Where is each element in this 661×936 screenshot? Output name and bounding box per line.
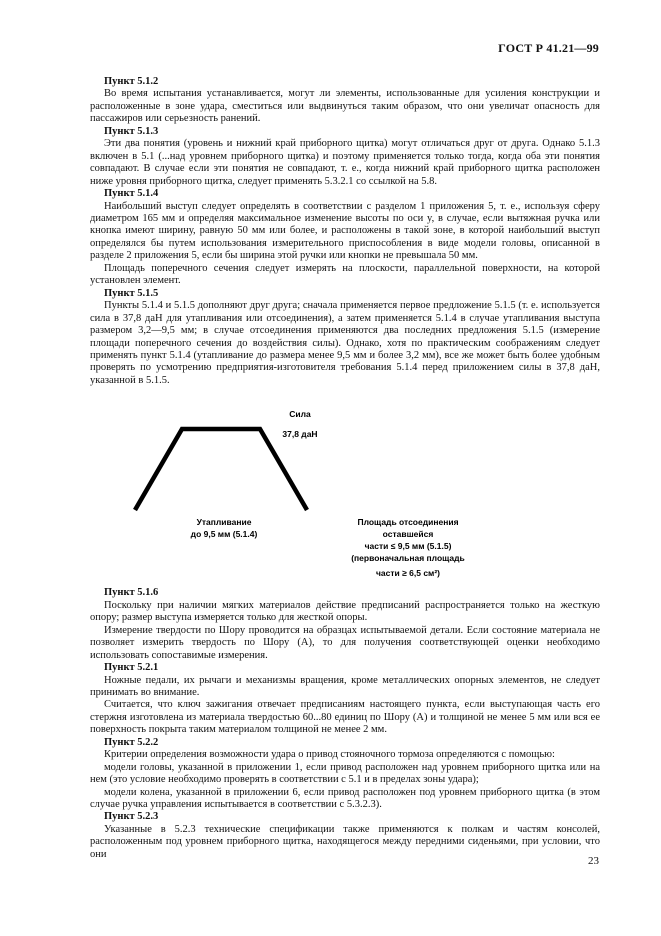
diagram-trapezoid-line <box>135 429 307 510</box>
section-heading-514: Пункт 5.1.4 <box>104 188 159 200</box>
document-body <box>90 76 600 861</box>
diagram-label-right-4: (первоначальная площадь <box>351 553 465 564</box>
diagram-label-right-2: оставшейся <box>382 529 434 540</box>
paragraph: Ножные педали, их рычаги и механизмы вращения, кроме металлических опорных элементов, не следует принимать во внимание. <box>90 674 600 698</box>
paragraph: Указанные в 5.2.3 технические спецификации также применяются к полкам и частям консолей, расположенным под уровнем приборного щитка, находящегося между передними сиденьями, при условии, что они <box>90 823 600 860</box>
force-diagram <box>90 401 600 581</box>
paragraph: Пункты 5.1.4 и 5.1.5 дополняют друг друга; сначала применяется первое предложение 5.1.5 (т. е. используется сила в 37,8 даН для утапливания или отсоединения), а затем применяется 5.1.4 в случае утапливания выступа размером 3,2—9,5 мм; в случае отсоединения применяются два последних предложения 5.1.5 (измерение площади поперечного сечения до воздействия силы). Однако, хотя по практическим соображениям следует применять пункт 5.1.4 (утапливание до размера менее 9,5 мм и более 3,2 мм), все же может быть более удобным проверять по усмотрению предприятия-изготовителя требования 5.1.4 перед приложением силы в 37,8 даН, указанной в 5.1.5. <box>90 300 600 386</box>
paragraph: Поскольку при наличии мягких материалов действие предписаний распространяется только на жесткую опору; размер выступа измеряется только для жесткой опоры. <box>90 599 600 624</box>
diagram-label-left-1: Утапливание <box>196 517 252 528</box>
section-heading-523: Пункт 5.2.3 <box>104 811 159 823</box>
paragraph: модели колена, указанной в приложении 6, если привод расположен под уровнем приборного щитка (в этом случае ручка управления испытывается в соответствии с 5.3.2.3). <box>90 786 600 811</box>
section-heading-516: Пункт 5.1.6 <box>104 587 159 599</box>
page-header: ГОСТ Р 41.21—99 <box>498 41 599 55</box>
paragraph: модели головы, указанной в приложении 1, если привод расположен над уровнем приборного щитка или на нем (это условие необходимо проверять в соответствии с 5.1 и в пределах зоны удара); <box>90 761 600 786</box>
diagram-label-right-3: части ≤ 9,5 мм (5.1.5) <box>364 541 452 552</box>
paragraph: Критерии определения возможности удара о привод стояночного тормоза определяются с помощью: <box>104 749 555 761</box>
diagram-label-force-value: 37,8 даН <box>282 429 318 440</box>
diagram-label-left-2: до 9,5 мм (5.1.4) <box>190 529 258 540</box>
paragraph: Во время испытания устанавливается, могут ли элементы, использованные для усиления конструкции и расположенные в зоне удара, сместиться или выдвинуться таким образом, что они увеличат опасность для пассажиров или серьезность ранений. <box>90 88 600 125</box>
diagram-label-force: Сила <box>289 409 311 420</box>
paragraph: Считается, что ключ зажигания отвечает предписаниям настоящего пункта, если выступающая часть его стержня изготовлена из материала твердостью 60...80 единиц по Шору (А) и толщиной не менее 5 мм или вся ее поверхность покрыта таким материалом толщиной не менее 2 мм. <box>90 699 600 736</box>
paragraph: Измерение твердости по Шору проводится на образцах испытываемой детали. Если состояние материала не позволяет измерить твердость по Шору (А), то для получения соответствующей оценки необходимо использовать сопоставимые измерения. <box>90 624 600 661</box>
section-heading-513: Пункт 5.1.3 <box>104 125 159 137</box>
section-heading-512: Пункт 5.1.2 <box>104 76 159 87</box>
diagram-label-right-5: части ≥ 6,5 см²) <box>375 568 441 579</box>
paragraph: Наибольший выступ следует определять в соответствии с разделом 1 приложения 5, т. е., используя сферу диаметром 165 мм и определяя максимальное изменение высоты по оси y, в случае, если вытяжная ручка или кнопка имеют ширину, равную 50 мм или более, и расположены в такой зоне, в которой наибольший выступ определялся бы путем использования измерительного приспособления в виде модели головы, описанной в разделе 2 приложения 5, если бы ширина этой ручки или кнопки не превышала 50 мм. <box>90 200 600 262</box>
section-heading-521: Пункт 5.2.1 <box>104 662 159 674</box>
section-heading-522: Пункт 5.2.2 <box>104 736 159 748</box>
paragraph: Эти два понятия (уровень и нижний край приборного щитка) могут отличаться друг от друга. Однако 5.1.3 включен в 5.1 (...над уровнем приборного щитка) и поэтому применяется только тогда, когда оба эти понятия совпадают. В случае если эти понятия не совпадают, т. е., когда нижний край приборного щитка расположен ниже уровня приборного щитка, следует применять 5.3.2.1 со ссылкой на 5.8. <box>90 138 600 187</box>
page-number: 23 <box>588 855 599 867</box>
diagram-label-right-1: Площадь отсоединения <box>357 517 459 528</box>
paragraph: Площадь поперечного сечения следует измерять на плоскости, параллельной поверхности, на которой установлен элемент. <box>90 262 600 287</box>
section-heading-515: Пункт 5.1.5 <box>104 287 159 299</box>
